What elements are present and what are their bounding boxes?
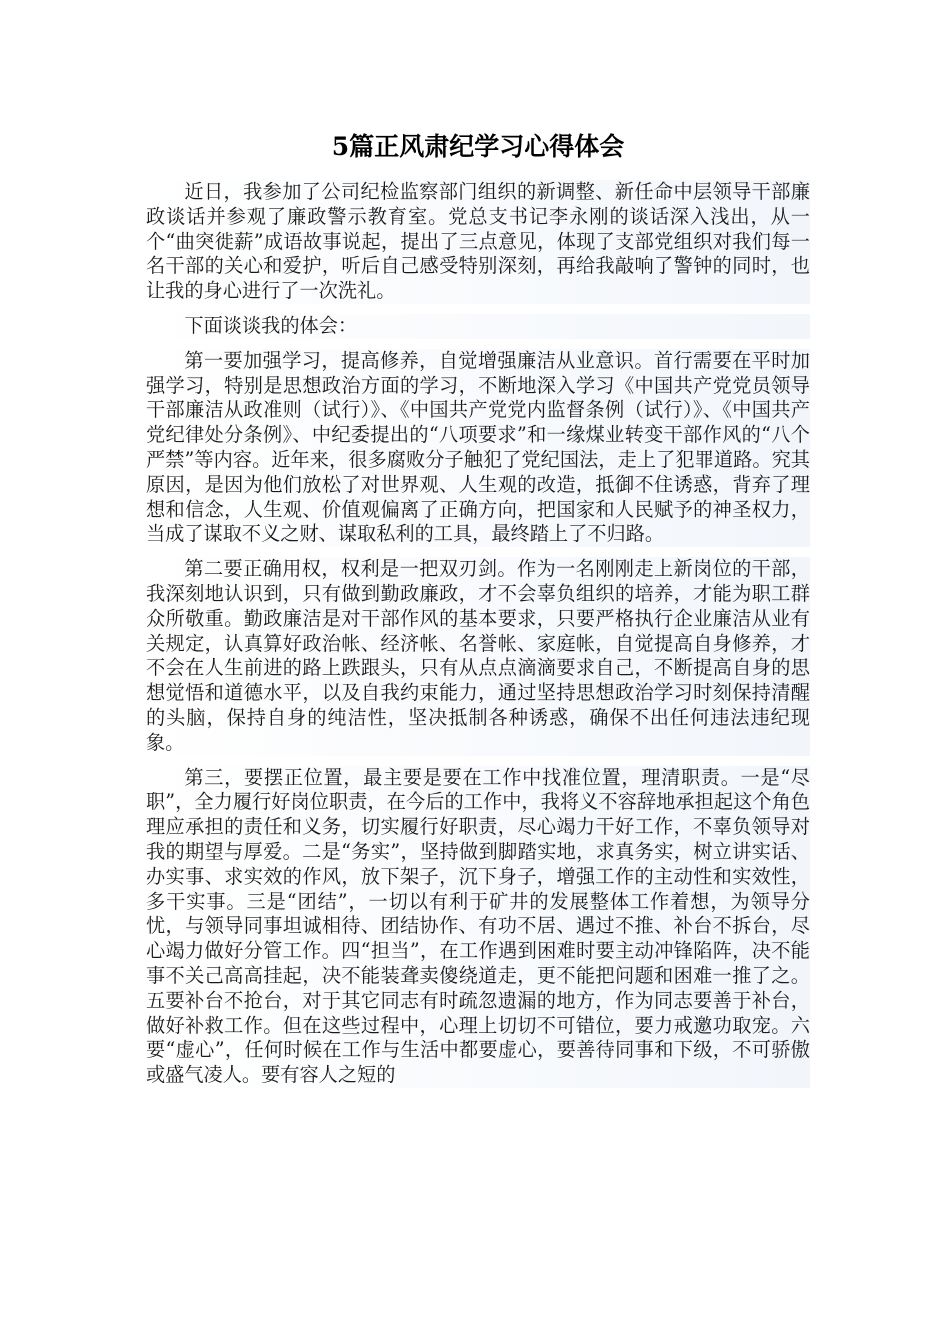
- paragraph-intro: 近日，我参加了公司纪检监察部门组织的新调整、新任命中层领导干部廉政谈话并参观了廉政警示教育室。党总支书记李永刚的谈话深入浅出，从一个“曲突徙薪”成语故事说起，提出了三点意见，体现了支部党组织对我们每一名干部的关心和爱护，听后自己感受特别深刻，再给我敲响了警钟的同时，也让我的身心进行了一次洗礼。: [146, 180, 810, 303]
- paragraph-point-three: 第三，要摆正位置，最主要是要在工作中找准位置，理清职责。一是“尽职”，全力履行好岗位职责，在今后的工作中，我将义不容辞地承担起这个角色理应承担的责任和义务，切实履行好职责，尽心竭力干好工作，不辜负领导对我的期望与厚爱。二是“务实”，坚持做到脚踏实地，求真务实，树立讲实话、办实事、求实效的作风，放下架子，沉下身子，增强工作的主动性和实效性，多干实事。三是“团结”，一切以有利于矿井的发展整体工作着想，为领导分忧，与领导同事坦诚相待、团结协作、有功不居、遇过不推、补台不拆台，尽心竭力做好分管工作。四“担当”，在工作遇到困难时要主动冲锋陷阵，决不能事不关己高高挂起，决不能装聋卖傻绕道走，更不能把问题和困难一推了之。五要补台不抢台，对于其它同志有时疏忽遗漏的地方，作为同志要善于补台，做好补救工作。但在这些过程中，心理上切切不可错位，要力戒邀功取宠。六要“虚心”，任何时候在工作与生活中都要虚心，要善待同事和下级，不可骄傲或盛气凌人。要有容人之短的: [146, 765, 810, 1087]
- paragraph-lead-in: 下面谈谈我的体会：: [146, 314, 810, 339]
- document-title: 5篇正风肃纪学习心得体会: [331, 132, 625, 161]
- paragraph-point-two: 第二要正确用权，权利是一把双刃剑。作为一名刚刚走上新岗位的干部，我深刻地认识到，只有做到勤政廉政，才不会辜负组织的培养，才能为职工群众所敬重。勤政廉洁是对干部作风的基本要求，只要严格执行企业廉洁从业有关规定，认真算好政治帐、经济帐、名誉帐、家庭帐，自觉提高自身修养，才不会在人生前进的路上跌跟头，只有从点点滴滴要求自己，不断提高自身的思想觉悟和道德水平，以及自我约束能力，通过坚持思想政治学习时刻保持清醒的头脑，保持自身的纯洁性，坚决抵制各种诱惑，确保不出任何违法违纪现象。: [146, 557, 810, 754]
- document-body: [146, 130, 810, 1098]
- paragraph-point-one: 第一要加强学习，提高修养，自觉增强廉洁从业意识。首行需要在平时加强学习，特别是思想政治方面的学习，不断地深入学习《中国共产党党员领导干部廉洁从政准则（试行）》、《中国共产党党内监督条例（试行）》、《中国共产党纪律处分条例》、中纪委提出的“八项要求”和一缘煤业转变干部作风的“八个严禁”等内容。近年来，很多腐败分子触犯了党纪国法，走上了犯罪道路。究其原因，是因为他们放松了对世界观、人生观的改造，抵御不住诱惑，背弃了理想和信念，人生观、价值观偏离了正确方向，把国家和人民赋予的神圣权力，当成了谋取不义之财、谋取私利的工具，最终踏上了不归路。: [146, 348, 810, 546]
